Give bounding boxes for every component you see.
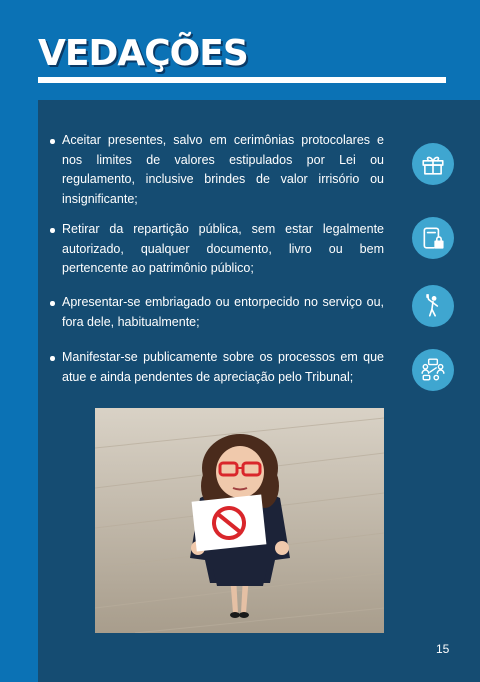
content-panel — [38, 100, 480, 682]
title-underline — [38, 77, 446, 83]
locked-document-icon — [412, 217, 454, 259]
gift-icon — [412, 143, 454, 185]
bullet-text: Aceitar presentes, salvo em cerimônias protocolares e nos limites de valores estipulados por Lei ou regulamento, inclusive brindes de valor irrisório ou insignificante; — [62, 133, 384, 206]
list-item — [62, 293, 384, 332]
list-item — [62, 348, 384, 387]
bullet-dot — [50, 139, 55, 144]
list-item — [62, 131, 384, 209]
bullet-text: Apresentar-se embriagado ou entorpecido no serviço ou, fora dele, habitualmente; — [62, 295, 384, 329]
list-item — [62, 220, 384, 279]
bullet-dot — [50, 228, 55, 233]
bullet-dot — [50, 301, 55, 306]
page-title: VEDAÇÕES — [38, 33, 248, 74]
drunk-person-icon — [412, 285, 454, 327]
bullet-list — [38, 100, 480, 682]
bullet-dot — [50, 356, 55, 361]
bullet-text: Retirar da repartição pública, sem estar legalmente autorizado, qualquer documento, livro ou bem pertencente ao patrimônio público; — [62, 222, 384, 275]
discussion-icon — [412, 349, 454, 391]
woman-holding-prohibited-sign — [95, 408, 384, 633]
bullet-text: Manifestar-se publicamente sobre os processos em que atue e ainda pendentes de apreciação pelo Tribunal; — [62, 350, 384, 384]
page-number: 15 — [436, 642, 450, 656]
